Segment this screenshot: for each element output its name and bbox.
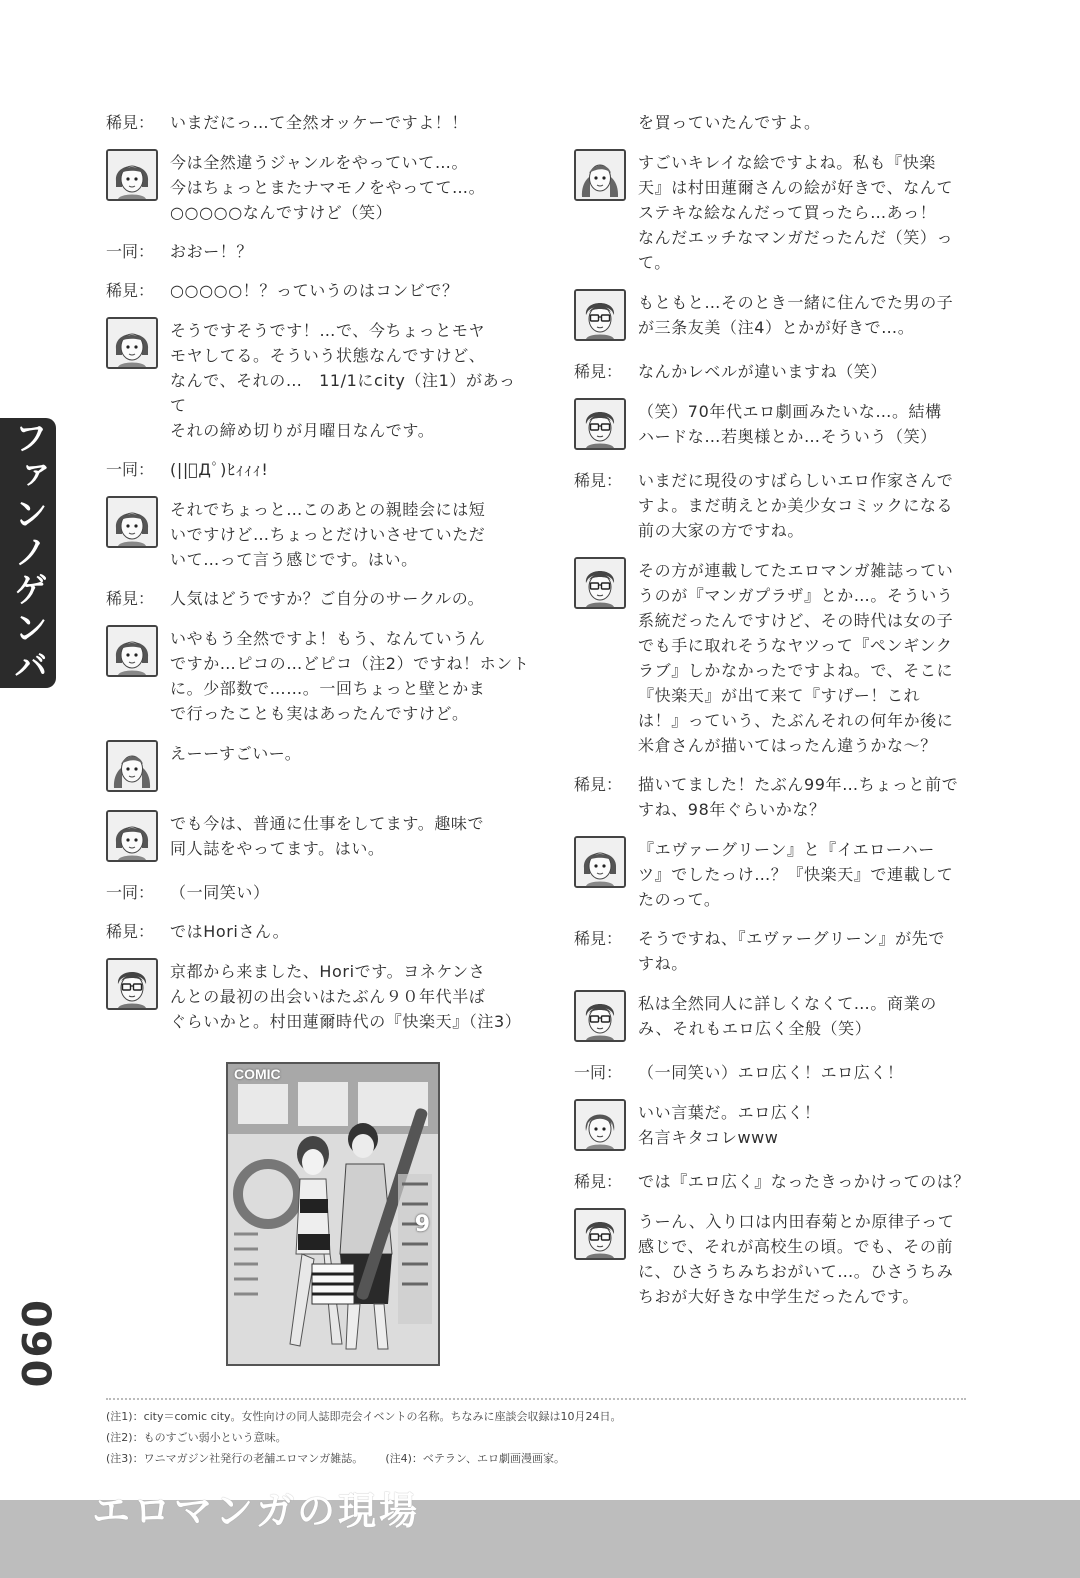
notes-divider xyxy=(106,1398,966,1400)
speaker-label: 稀見： xyxy=(574,362,623,381)
bob-icon xyxy=(106,810,158,862)
speaker-label: 稀見： xyxy=(574,775,623,794)
bob-icon xyxy=(106,496,158,548)
dialogue-line xyxy=(106,278,532,303)
dialogue-line xyxy=(574,990,1004,1046)
footnote-3: (注3)：ワニマガジン社発行の老舗エロマンガ雑誌。 xyxy=(106,1452,364,1465)
dialogue-text: では『エロ広く』なったきっかけってのは？ xyxy=(638,1172,971,1191)
dialogue-text: いい言葉だ。エロ広く！ 名言キタコレwww xyxy=(638,1103,821,1147)
dialogue-text: そうですね、『エヴァーグリーン』が先で すね。 xyxy=(638,929,945,973)
dialogue-text: えーーすごいー。 xyxy=(170,744,302,763)
page-number-label: 090 xyxy=(12,1300,58,1390)
footnote-1: (注1)：city＝comic city。女性向けの同人誌即売会イベントの名称。ちなみに座談会収録は10月24日。 xyxy=(106,1410,622,1423)
dialogue-line xyxy=(574,398,1004,454)
footer-title: エロマンガの現場 xyxy=(92,1488,421,1533)
dialogue-line xyxy=(574,289,1004,345)
dialogue-line xyxy=(574,1208,1004,1309)
speaker-label: 稀見： xyxy=(106,113,155,132)
right-column xyxy=(574,110,1004,1323)
speaker-label: 稀見： xyxy=(574,1172,623,1191)
speaker-label: 稀見： xyxy=(106,281,155,300)
dialogue-text: （一同笑い）エロ広く！エロ広く！ xyxy=(638,1063,904,1082)
glasses-icon xyxy=(574,557,626,609)
dialogue-line xyxy=(106,919,532,944)
dialogue-line xyxy=(574,149,1004,275)
magazine-cover-art xyxy=(228,1064,438,1364)
magazine-cover-image xyxy=(226,1062,440,1366)
dialogue-text: ○○○○○！？っていうのはコンビで？ xyxy=(170,281,459,300)
dialogue-line xyxy=(106,740,532,796)
cover-issue-number: 9 xyxy=(414,1212,430,1237)
dialogue-line xyxy=(106,457,532,482)
footnote-4: (注4)：ベテラン、エロ劇画漫画家。 xyxy=(385,1452,566,1465)
section-side-tab-label: ファンノゲンバ xyxy=(7,420,48,686)
dialogue-line xyxy=(574,836,1004,912)
bob-icon xyxy=(106,149,158,201)
dialogue-text: すごいキレイな絵ですよね。私も『快楽 天』は村田蓮爾さんの絵が好きで、なんて ステキな絵なんだって買ったら…あっ！ なんだエッチなマンガだったんだ（笑）っ て。 xyxy=(638,153,954,272)
dialogue-line xyxy=(106,239,532,264)
dialogue-line xyxy=(574,1060,1004,1085)
dialogue-text: おおー！？ xyxy=(170,242,254,261)
dialogue-line xyxy=(574,110,1004,135)
dialogue-text: それでちょっと…このあとの親睦会には短 いですけど…ちょっとだけいさせていただ いて…って言う感じです。はい。 xyxy=(170,500,486,569)
dialogue-text: いまだにっ…て全然オッケーですよ！！ xyxy=(170,113,469,132)
dialogue-text: もともと…そのとき一緒に住んでた男の子 が三条友美（注4）とかが好きで…。 xyxy=(638,293,954,337)
glasses-icon xyxy=(106,958,158,1010)
dialogue-text: でも今は、普通に仕事をしてます。趣味で 同人誌をやってます。はい。 xyxy=(170,814,485,858)
speaker-label: 稀見： xyxy=(574,471,623,490)
dialogue-line xyxy=(106,496,532,572)
page-number xyxy=(10,1290,60,1400)
dialogue-line xyxy=(106,110,532,135)
speaker-label: 稀見： xyxy=(106,922,155,941)
dialogue-text: その方が連載してたエロマンガ雑誌ってい うのが『マンガプラザ』とか…。そういう 系統だったんですけど、その時代は女の子 でも手に取れそうなヤツって『ペンギンク ラブ』しかなかったですよね。で、そこに 『快楽天』が出て来て『すげー！これ は！』っていう、たぶんそれの何年か後に 米倉さんが描いてはったん違うかな～？ xyxy=(638,561,954,755)
bob-icon xyxy=(574,836,626,888)
left-column xyxy=(106,110,532,1048)
glasses-icon xyxy=(574,990,626,1042)
dialogue-line xyxy=(574,468,1004,543)
section-side-tab xyxy=(0,418,56,688)
dialogue-text: 京都から来ました、Horiです。ヨネケンさ んとの最初の出会いはたぶん９０年代半ば ぐらいかと。村田蓮爾時代の『快楽天』（注3） xyxy=(170,962,522,1031)
dialogue-text: （一同笑い） xyxy=(170,883,270,902)
speaker-label: 一同： xyxy=(574,1063,623,1082)
dialogue-text: うーん、入り口は内田春菊とか原律子って 感じで、それが高校生の頃。でも、その前 に、ひさうちみちおがいて…。ひさうちみ ちおが大好きな中学生だったんです。 xyxy=(638,1212,955,1306)
dialogue-text: を買っていたんですよ。 xyxy=(638,113,821,132)
dialogue-line xyxy=(574,1169,1004,1194)
dialogue-text: ではHoriさん。 xyxy=(170,922,290,941)
dialogue-line xyxy=(574,359,1004,384)
footnote-3-4-row xyxy=(106,1448,986,1469)
footnotes xyxy=(106,1406,986,1469)
dialogue-text: 『エヴァーグリーン』と『イエローハー ツ』でしたっけ…？『快楽天』で連載して たのって。 xyxy=(638,840,954,909)
dialogue-text: いまだに現役のすばらしいエロ作家さんで すよ。まだ萌えとか美少女コミックになる 前の大家の方ですね。 xyxy=(638,471,954,540)
dialogue-text: 今は全然違うジャンルをやっていて…。 今はちょっとまたナマモノをやってて…。 ○○○○○なんですけど（笑） xyxy=(170,153,486,222)
dialogue-line xyxy=(574,772,1004,822)
dialogue-text: 人気はどうですか？ご自分のサークルの。 xyxy=(170,589,485,608)
dialogue-line xyxy=(574,926,1004,976)
dialogue-line xyxy=(574,557,1004,758)
footnote-2: (注2)：ものすごい弱小という意味。 xyxy=(106,1431,287,1444)
dialogue-text: そうですそうです！…で、今ちょっとモヤ モヤしてる。そういう状態なんですけど、 なんで、それの… 11/1にcity（注1）があって それの締め切りが月曜日なんです。 xyxy=(170,321,516,440)
dialogue-line xyxy=(106,625,532,726)
glasses-icon xyxy=(574,1208,626,1260)
dialogue-text: なんかレベルが違いますね（笑） xyxy=(638,362,888,381)
glasses-icon xyxy=(574,289,626,341)
dialogue-line xyxy=(574,1099,1004,1155)
dialogue-text: 私は全然同人に詳しくなくて…。商業の み、それもエロ広く全般（笑） xyxy=(638,994,937,1038)
bob-icon xyxy=(106,317,158,369)
speaker-label: 稀見： xyxy=(574,929,623,948)
speaker-label: 一同： xyxy=(106,883,155,902)
dialogue-line xyxy=(106,958,532,1034)
speaker-label: 稀見： xyxy=(106,589,155,608)
dialogue-text: （笑）70年代エロ劇画みたいな…。結構 ハードな…若奥様とか…そういう（笑） xyxy=(638,402,942,446)
dialogue-text: 描いてました！たぶん99年…ちょっと前で すね、98年ぐらいかな？ xyxy=(638,775,959,819)
dialogue-line xyxy=(106,586,532,611)
glasses-icon xyxy=(574,398,626,450)
dialogue-line xyxy=(106,810,532,866)
dialogue-text: いやもう全然ですよ！もう、なんていうん ですか…ピコの…どピコ（注2）ですね！ホント に。少部数で……。一回ちょっと壁とかま で行ったことも実はあったんですけど。 xyxy=(170,629,530,723)
long-hair-icon xyxy=(106,740,158,792)
speaker-label: 一同： xyxy=(106,242,155,261)
dialogue-line xyxy=(106,149,532,225)
short-hair-icon xyxy=(574,1099,626,1151)
dialogue-text: (||ﾟДﾟ)ﾋｨｨｨ! xyxy=(170,460,269,479)
bob-icon xyxy=(106,625,158,677)
speaker-label: 一同： xyxy=(106,460,155,479)
dialogue-line xyxy=(106,317,532,443)
cover-brand: COMIC xyxy=(234,1066,281,1082)
dialogue-line xyxy=(106,880,532,905)
long-hair-icon xyxy=(574,149,626,201)
